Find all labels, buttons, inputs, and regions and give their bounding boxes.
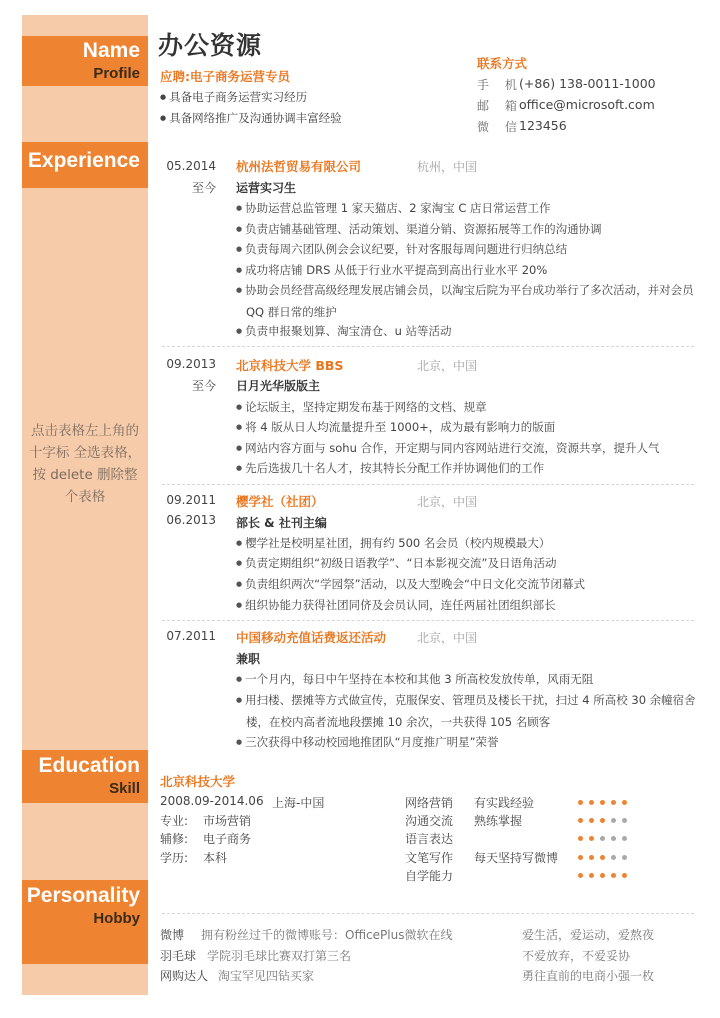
name-label-block (22, 36, 148, 86)
skill-level-dot (589, 873, 594, 878)
hobby-label: Hobby (93, 910, 140, 927)
exp-location: 北京，中国 (417, 359, 478, 373)
edu-major: 市场营销 (203, 814, 252, 828)
exp-date-start: 09.2011 (166, 493, 216, 507)
exp-item: ● 网站内容方面与 sohu 合作，开定期与同内容网站进行交流，资源共享，提升人气 (236, 438, 706, 460)
personality-label: Personality (26, 884, 140, 907)
education-label: Education (38, 754, 140, 777)
exp-location: 北京，中国 (417, 631, 478, 645)
exp-item: ● 论坛版主，坚持定期发布基于网络的文档、规章 (236, 397, 706, 419)
skill-level-dot (578, 855, 583, 860)
divider (162, 620, 694, 621)
contact-wechat: 123456 (519, 118, 567, 133)
skill-level-dot (589, 855, 594, 860)
exp-item: ● 负责申报聚划算、淘宝清仓、u 站等活动 (236, 321, 706, 343)
exp-date-start: 05.2014 (166, 159, 216, 173)
education-label-block (22, 750, 148, 803)
exp-org: 中国移动充值话费返还活动 (236, 630, 387, 645)
contact-label: 微 信 (477, 120, 523, 134)
skill-level-dot (589, 800, 594, 805)
skill-name: 文笔写作 (405, 851, 454, 865)
exp-date-end: 06.2013 (166, 513, 216, 527)
skill-level-dot (578, 873, 583, 878)
exp-date-end: 至今 (191, 181, 216, 195)
skill-level-dot (589, 836, 594, 841)
skill-level-dots (578, 855, 627, 860)
skill-level-dot (622, 800, 627, 805)
exp-role: 日月光华版版主 (236, 379, 321, 393)
skill-level-dot (611, 873, 616, 878)
skill-level-dot (600, 873, 605, 878)
exp-location: 北京，中国 (417, 495, 478, 509)
exp-role: 运营实习生 (236, 181, 297, 195)
exp-role: 兼职 (236, 652, 261, 666)
exp-org: 北京科技大学 BBS (236, 358, 344, 373)
exp-role: 部长 & 社刊主编 (236, 516, 327, 530)
hobby-trait: 勇往直前的电商小强一枚 (522, 969, 655, 983)
exp-date-start: 09.2013 (166, 357, 216, 371)
skill-name: 自学能力 (405, 869, 454, 883)
divider (162, 913, 694, 914)
skill-level-dot (578, 836, 583, 841)
sidebar-hint: 点击表格左上角的 十字标 全选表格，按 delete 删除整个表格 (28, 423, 142, 505)
skill-level-dot (611, 818, 616, 823)
contact-label: 邮 箱 (477, 99, 523, 113)
skill-level-dot (622, 855, 627, 860)
edu-period: 2008.09-2014.06 (160, 794, 264, 808)
experience-label: Experience (27, 149, 140, 172)
personality-label-block (22, 880, 148, 964)
divider (162, 346, 694, 347)
profile-bullet: ● 具备电子商务运营实习经历 (160, 89, 307, 105)
experience-label-block (22, 142, 148, 188)
skill-level-dots (578, 800, 627, 805)
exp-item: ● 用扫楼、摆摊等方式做宣传，克服保安、管理员及楼长干扰，扫过 4 所高校 30 余幢宿舍楼，在校内高者流地段摆摊 10 余次，一共获得 105 名顾客 (236, 690, 706, 732)
skill-level-dot (600, 836, 605, 841)
skill-level-dot (578, 800, 583, 805)
divider (162, 484, 694, 485)
skill-level-dot (578, 818, 583, 823)
hobby-trait: 爱生活，爱运动，爱熬夜 (522, 928, 655, 942)
hobby-desc: 淘宝罕见四钻买家 (218, 969, 315, 983)
skill-level-dot (622, 836, 627, 841)
skill-name: 沟通交流 (405, 814, 454, 828)
edu-label: 专业: (160, 814, 189, 828)
school-name: 北京科技大学 (160, 774, 236, 789)
edu-minor: 电子商务 (203, 832, 252, 846)
exp-item: ● 负责每周六团队例会会议纪要，针对客服每周问题进行归纳总结 (236, 239, 706, 261)
skill-name: 网络营销 (405, 796, 454, 810)
skill-level-dot (611, 800, 616, 805)
skill-level-dots (578, 836, 627, 841)
skill-level-dot (600, 855, 605, 860)
exp-item: ● 将 4 版从日人均流量提升至 1000+，成为最有影响力的版面 (236, 417, 706, 439)
exp-item: ● 三次获得中移动校园地推团队“月度推广明星”荣誉 (236, 732, 706, 754)
skill-level-dot (600, 818, 605, 823)
exp-org: 樱学社（社团） (236, 494, 324, 509)
skill-level-dots (578, 873, 627, 878)
skill-level-dot (622, 873, 627, 878)
exp-date-end: 至今 (191, 379, 216, 393)
hobby-desc: 拥有粉丝过千的微博账号：OfficePlus微软在线 (201, 928, 453, 942)
exp-item: ● 负责定期组织“初级日语教学”、“日本影视交流”及日语角活动 (236, 553, 706, 575)
skill-level-dot (622, 818, 627, 823)
skill-level-dot (589, 818, 594, 823)
exp-item: ● 一个月内，每日中午坚持在本校和其他 3 所高校发放传单，风雨无阻 (236, 669, 706, 691)
exp-item: ● 负责组织两次“学园祭”活动，以及大型晚会“中日文化交流节闭幕式 (236, 574, 706, 596)
exp-item: ● 樱学社是校明星社团，拥有约 500 名会员（校内规模最大） (236, 533, 706, 555)
hobby-name: 羽毛球 (160, 949, 197, 963)
page-title: 办公资源 (158, 31, 263, 60)
skill-level-dot (600, 800, 605, 805)
contact-email: office@microsoft.com (519, 97, 655, 112)
exp-item: ● 协助运营总监管理 1 家天猫店、2 家淘宝 C 店日常运营工作 (236, 198, 706, 220)
exp-item: ● 成功将店铺 DRS 从低于行业水平提高到高出行业水平 20% (236, 260, 706, 282)
edu-label: 学历: (160, 851, 189, 865)
name-label: Name (82, 39, 140, 62)
exp-item: ● 先后选拔几十名人才，按其特长分配工作并协调他们的工作 (236, 458, 706, 480)
edu-degree: 本科 (203, 851, 228, 865)
skill-level-dot (611, 855, 616, 860)
exp-item: ● 负责店铺基础管理、活动策划、渠道分销、资源拓展等工作的沟通协调 (236, 219, 706, 241)
contact-label: 手 机 (477, 78, 523, 92)
skill-desc: 有实践经验 (474, 796, 535, 810)
profile-bullet: ● 具备网络推广及沟通协调丰富经验 (160, 110, 342, 126)
apply-position: 应聘:电子商务运营专员 (160, 69, 290, 84)
contact-title: 联系方式 (477, 56, 528, 71)
edu-label: 辅修: (160, 832, 189, 846)
skill-desc: 熟练掌握 (474, 814, 523, 828)
exp-org: 杭州法哲贸易有限公司 (236, 159, 362, 174)
skill-level-dot (611, 836, 616, 841)
exp-location: 杭州，中国 (417, 160, 478, 174)
hobby-trait: 不爱放弃，不爱妥协 (522, 949, 631, 963)
exp-item: ● 组织协能力获得社团同侪及会员认同，连任两届社团组织部长 (236, 595, 706, 617)
contact-phone: (+86) 138-0011-1000 (519, 76, 656, 91)
edu-place: 上海-中国 (272, 796, 325, 810)
hobby-desc: 学院羽毛球比赛双打第三名 (207, 949, 352, 963)
exp-item: ● 协助会员经营高级经理发展店铺会员，以淘宝后院为平台成功举行了多次活动，并对会员 QQ 群日常的维护 (236, 280, 706, 322)
exp-date-start: 07.2011 (166, 629, 216, 643)
hobby-name: 网购达人 (160, 969, 209, 983)
skill-desc: 每天坚持写微博 (474, 851, 559, 865)
profile-label: Profile (93, 65, 140, 82)
skill-level-dots (578, 818, 627, 823)
skill-name: 语言表达 (405, 832, 454, 846)
skill-label: Skill (109, 780, 140, 797)
hobby-name: 微博 (160, 928, 185, 942)
